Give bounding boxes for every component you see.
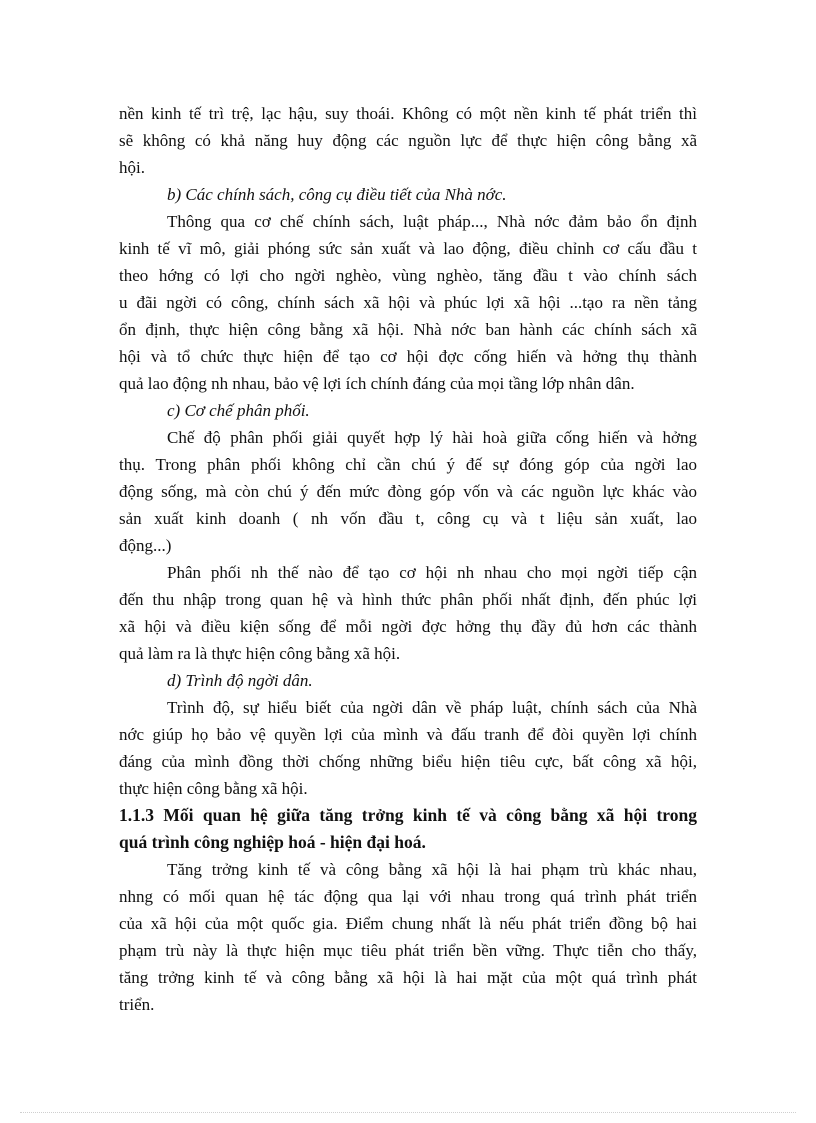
text-line: hội. bbox=[119, 158, 145, 177]
text-line: nhng có mối quan hệ tác động qua lại với nhau trong quá trình phát triển bbox=[119, 887, 697, 906]
text-line: thụ. Trong phân phối không chỉ cần chú ý đế sự đóng góp của ngời lao bbox=[119, 455, 697, 474]
text-line: nền kinh tế trì trệ, lạc hậu, suy thoái. Không có một nền kinh tế phát triển thì bbox=[119, 104, 697, 123]
paragraph-policies bbox=[119, 208, 697, 397]
text-line: phạm trù này là thực hiện mục tiêu phát triển bền vững. Thực tiễn cho thấy, bbox=[119, 941, 697, 960]
text-line: đáng của mình đồng thời chống những biểu hiện tiêu cực, bất công xã hội, bbox=[119, 752, 697, 771]
paragraph-education-level bbox=[119, 694, 697, 802]
text-line: tăng trởng kinh tế và công bằng xã hội là hai mặt của một quá trình phát bbox=[119, 968, 697, 987]
text-line: nớc giúp họ bảo vệ quyền lợi của mình và đấu tranh để đòi quyền lợi chính bbox=[119, 725, 697, 744]
paragraph-equal-opportunity bbox=[119, 559, 697, 667]
section-heading-1-1-3 bbox=[119, 802, 697, 856]
text-line: đến thu nhập trong quan hệ và hình thức phân phối nhất định, đến phúc lợi bbox=[119, 590, 697, 609]
subheading-policies: b) Các chính sách, công cụ điều tiết của Nhà nớc. bbox=[167, 185, 507, 204]
text-line: triển. bbox=[119, 995, 155, 1014]
text-line: xã hội và điều kiện sống để mỗi ngời đợc hởng thụ đầy đủ hơn các thành bbox=[119, 617, 697, 636]
text-line: Thông qua cơ chế chính sách, luật pháp..., Nhà nớc đảm bảo ổn định bbox=[167, 212, 697, 231]
text-line: quả làm ra là thực hiện công bằng xã hội. bbox=[119, 644, 401, 663]
text-line: quả lao động nh nhau, bảo vệ lợi ích chính đáng của mọi tầng lớp nhân dân. bbox=[119, 374, 635, 393]
text-line: động sống, mà còn chú ý đến mức đòng góp vốn và các nguồn lực khác vào bbox=[119, 482, 697, 501]
text-line: Chế độ phân phối giải quyết hợp lý hài hoà giữa cống hiến và hởng bbox=[167, 428, 697, 447]
text-line: thực hiện công bằng xã hội. bbox=[119, 779, 308, 798]
text-line: hội và tổ chức thực hiện để tạo cơ hội đợc cống hiến và hởng thụ thành bbox=[119, 347, 697, 366]
page-bottom-rule bbox=[20, 1112, 796, 1113]
text-line: sản xuất kinh doanh ( nh vốn đầu t, công cụ và t liệu sản xuất, lao bbox=[119, 509, 697, 528]
text-line: u đãi ngời có công, chính sách xã hội và phúc lợi xã hội ...tạo ra nền tảng bbox=[119, 293, 697, 312]
text-line: kinh tế vĩ mô, giải phóng sức sản xuất và lao động, điều chỉnh cơ cấu đầu t bbox=[119, 239, 697, 258]
text-line: Phân phối nh thế nào để tạo cơ hội nh nhau cho mọi ngời tiếp cận bbox=[167, 563, 697, 582]
paragraph-distribution bbox=[119, 424, 697, 559]
section-heading-line: quá trình công nghiệp hoá - hiện đại hoá. bbox=[119, 832, 426, 852]
text-line: của xã hội của một quốc gia. Điểm chung nhất là nếu phát triển đồng bộ hai bbox=[119, 914, 697, 933]
text-line: theo hớng có lợi cho ngời nghèo, vùng nghèo, tăng đầu t vào chính sách bbox=[119, 266, 697, 285]
section-heading-line: 1.1.3 Mối quan hệ giữa tăng trởng kinh tế và công bằng xã hội trong bbox=[119, 805, 697, 825]
text-line: Trình độ, sự hiểu biết của ngời dân về pháp luật, chính sách của Nhà bbox=[167, 698, 697, 717]
text-line: Tăng trởng kinh tế và công bằng xã hội là hai phạm trù khác nhau, bbox=[167, 860, 697, 879]
document-body bbox=[119, 100, 697, 1018]
text-line: sẽ không có khả năng huy động các nguồn lực để thực hiện công bằng xã bbox=[119, 131, 697, 150]
text-line: động...) bbox=[119, 536, 172, 555]
text-line: ổn định, thực hiện công bằng xã hội. Nhà nớc ban hành các chính sách xã bbox=[119, 320, 697, 339]
subheading-education-level: d) Trình độ ngời dân. bbox=[167, 671, 313, 690]
paragraph-intro bbox=[119, 100, 697, 181]
subheading-distribution: c) Cơ chế phân phối. bbox=[167, 401, 310, 420]
paragraph-relationship bbox=[119, 856, 697, 1018]
